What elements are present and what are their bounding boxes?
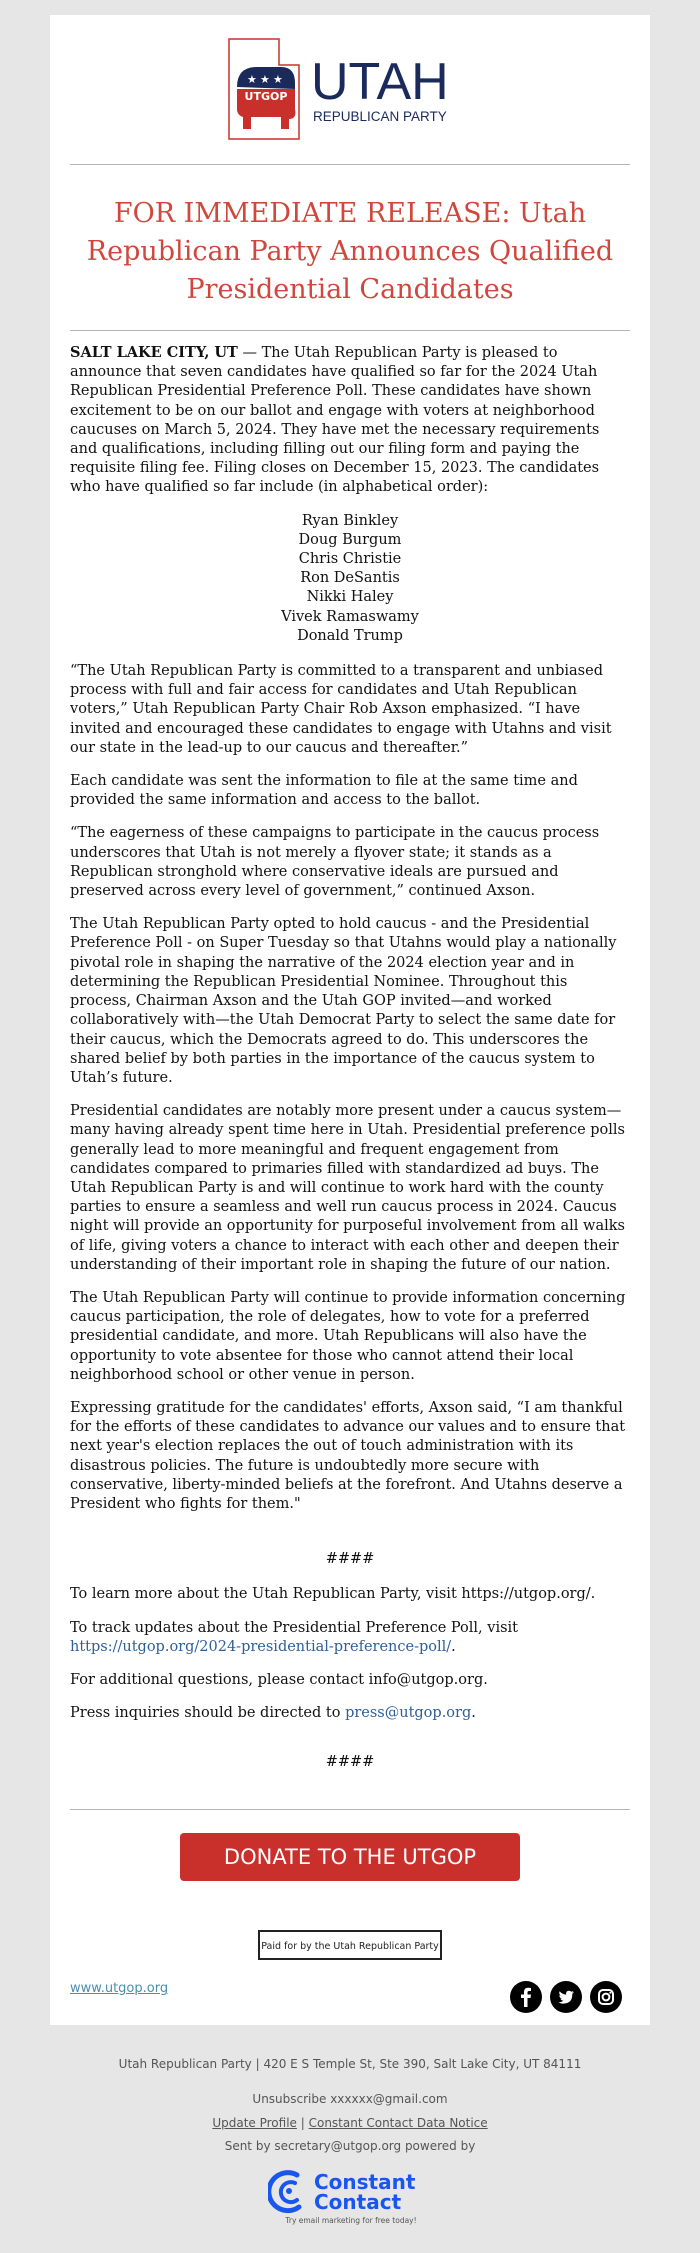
sent-by-text: Sent by secretary@utgop.org powered by <box>224 2139 476 2153</box>
svg-text:REPUBLICAN PARTY: REPUBLICAN PARTY <box>313 109 447 124</box>
divider <box>70 1809 630 1810</box>
svg-text:★: ★ <box>260 73 270 86</box>
footer-links: Update Profile | Constant Contact Data Notice <box>212 2116 488 2130</box>
facebook-icon[interactable] <box>510 1981 542 2013</box>
svg-text:Constant: Constant <box>314 2170 416 2194</box>
article-body <box>70 343 630 1787</box>
separator: #### <box>325 1551 375 1568</box>
separator: #### <box>325 1754 375 1771</box>
utgop-logo <box>227 37 473 141</box>
intro-paragraph: SALT LAKE CITY, UT — The Utah Republican Party is pleased to announce that seven candidates have qualified so far for the 2024 Utah Republican Presidential Preference Poll. These candidates have shown excitement to be on our ballot and engage with voters at neighborhood caucuses on March 5, 2024. They have met the necessary requirements and qualifications, including filling out our filing form and paying the requisite filing fee. Filing closes on December 15, 2023. The candidates who have qualified so far include (in alphabetical order): <box>70 344 600 496</box>
divider <box>70 164 630 165</box>
svg-text:UTGOP: UTGOP <box>244 90 288 103</box>
candidate-list <box>70 512 630 646</box>
website-link[interactable]: www.utgop.org <box>70 1981 169 1996</box>
learn-more-text: To learn more about the Utah Republican Party, visit https://utgop.org/. <box>70 1586 596 1603</box>
constant-contact-logo[interactable] <box>268 2165 434 2227</box>
candidate-name: Doug Burgum <box>298 531 402 548</box>
paragraph: The Utah Republican Party will continue to provide information concerning caucus participation, the role of delegates, how to vote for a preferred presidential candidate, and more. Utah Republicans will also have the opportunity to vote absentee for those who cannot attend their local neighborhood school or other venue in person. <box>70 1289 626 1383</box>
email-card <box>50 15 650 2025</box>
dateline: SALT LAKE CITY, UT <box>70 344 238 361</box>
svg-text:★: ★ <box>273 73 283 86</box>
candidate-name: Chris Christie <box>298 551 402 568</box>
candidate-name: Ryan Binkley <box>301 512 399 529</box>
footer-address: Utah Republican Party | 420 E S Temple St, Ste 390, Salt Lake City, UT 84111 <box>118 2057 582 2071</box>
donate-button[interactable]: DONATE TO THE UTGOP <box>180 1833 520 1881</box>
twitter-icon[interactable] <box>550 1981 582 2013</box>
data-notice-link[interactable]: Constant Contact Data Notice <box>308 2116 488 2130</box>
svg-text:UTAH: UTAH <box>311 53 449 111</box>
candidate-name: Ron DeSantis <box>300 570 400 587</box>
track-updates-text: To track updates about the Presidential Preference Poll, visit https://utgop.org/2024-presidential-preference-poll/. <box>70 1619 519 1655</box>
svg-text:Try email marketing for free t: Try email marketing for free today! <box>285 2216 417 2225</box>
instagram-icon[interactable] <box>590 1981 622 2013</box>
paragraph: The Utah Republican Party opted to hold caucus - and the Presidential Preference Poll - on Super Tuesday so that Utahns would play a nationally pivotal role in shaping the narrative of the 2024 election year and in determining the Republican Presidential Nominee. Throughout this process, Chairman Axson and the Utah GOP invited—and worked collaboratively with—the Utah Democrat Party to select the same date for their caucus, which the Democrats agreed to do. This underscores the shared belief by both parties in the importance of the caucus system to Utah’s future. <box>70 916 617 1086</box>
svg-text:★: ★ <box>247 73 257 86</box>
paragraph: Expressing gratitude for the candidates' efforts, Axson said, “I am thankful for the efforts of these candidates to advance our values and to ensure that next year's election replaces the out of touch administration with its disastrous policies. The future is undoubtedly more secure with conservative, liberty-minded beliefs at the forefront. And Utahns deserve a President who fights for them." <box>70 1399 626 1512</box>
poll-link[interactable]: https://utgop.org/2024-presidential-preference-poll/ <box>70 1638 452 1655</box>
svg-text:Contact: Contact <box>314 2190 402 2214</box>
update-profile-link[interactable]: Update Profile <box>212 2116 297 2130</box>
candidate-name: Donald Trump <box>297 627 403 644</box>
press-email-link[interactable]: press@utgop.org <box>345 1705 472 1722</box>
candidate-name: Vivek Ramaswamy <box>281 608 419 625</box>
paragraph: Each candidate was sent the information to file at the same time and provided the same information and access to the ballot. <box>70 773 578 809</box>
paragraph: Presidential candidates are notably more present under a caucus system—many having already spent time here in Utah. Presidential preference polls generally lead to more meaningful and frequent engagement from candidates compared to primaries filled with standardized ad buys. The Utah Republican Party is and will continue to work hard with the county parties to ensure a seamless and well run caucus process in 2024. Caucus night will provide an opportunity for purposeful involvement from all walks of life, giving voters a chance to interact with each other and deepen their understanding of their important role in shaping the future of our nation. <box>70 1103 625 1273</box>
press-text: Press inquiries should be directed to press@utgop.org. <box>70 1705 476 1722</box>
page-title: FOR IMMEDIATE RELEASE: Utah Republican Party Announces Qualified Presidential Candidates <box>86 198 614 305</box>
questions-text: For additional questions, please contact info@utgop.org. <box>70 1671 488 1688</box>
unsubscribe-link[interactable]: Unsubscribe xxxxxx@gmail.com <box>252 2092 448 2106</box>
divider <box>70 330 630 331</box>
paid-for-disclaimer: Paid for by the Utah Republican Party <box>258 1930 442 1960</box>
candidate-name: Nikki Haley <box>306 589 394 606</box>
paragraph: “The eagerness of these campaigns to participate in the caucus process underscores that Utah is not merely a flyover state; it stands as a Republican stronghold where conservative ideals are pursued and preserved across every level of government,” continued Axson. <box>70 825 600 900</box>
paragraph: “The Utah Republican Party is committed to a transparent and unbiased process with full and fair access for candidates and Utah Republican voters,” Utah Republican Party Chair Rob Axson emphasized. “I have invited and encouraged these candidates to engage with Utahns and visit our state in the lead-up to our caucus and thereafter.” <box>70 663 612 756</box>
